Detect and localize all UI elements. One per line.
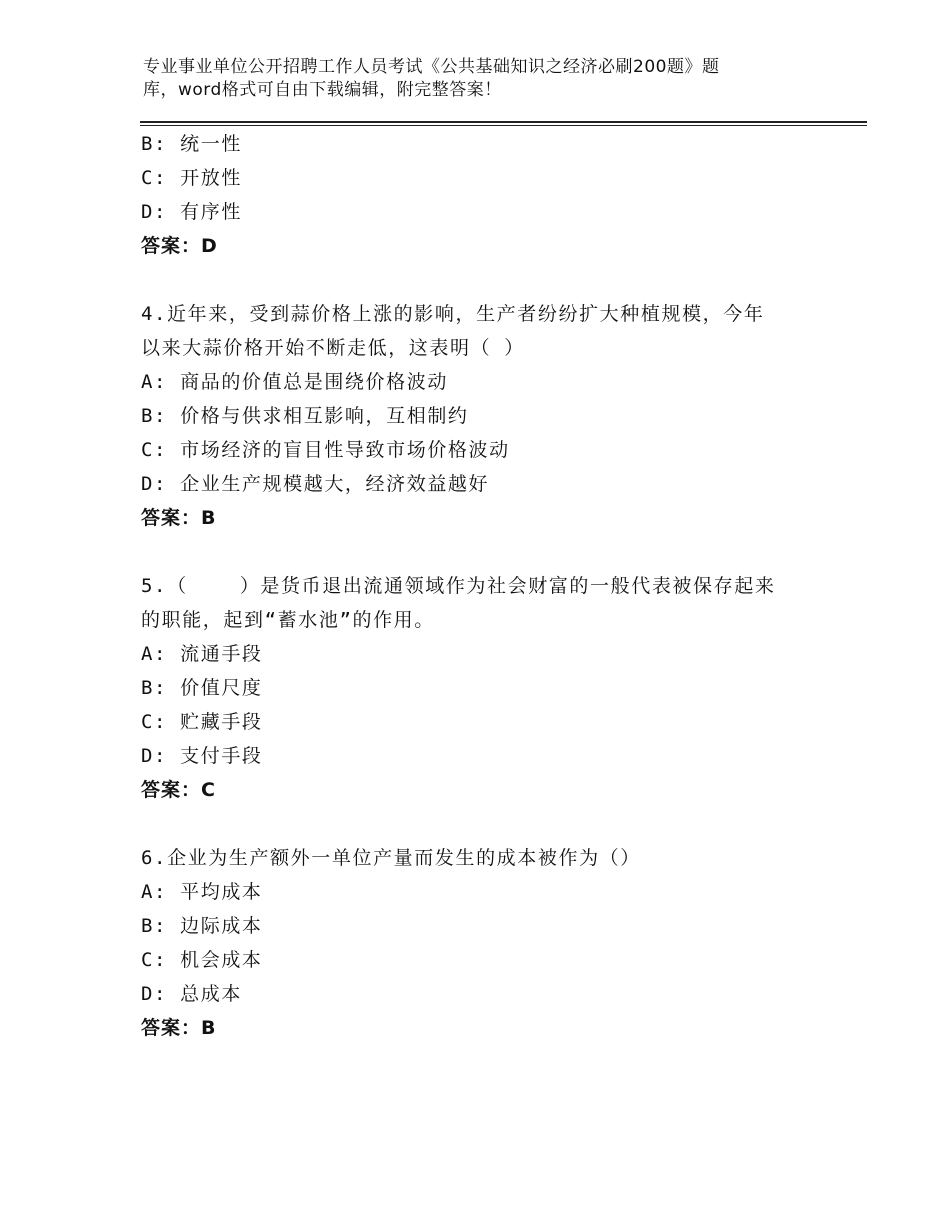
answer: 答案：C — [141, 779, 216, 801]
option-d: D: 有序性 — [141, 201, 242, 223]
option-b: B: 价值尺度 — [141, 677, 263, 699]
answer: 答案：D — [141, 235, 218, 257]
option-d: D: 企业生产规模越大，经济效益越好 — [141, 473, 490, 495]
question-text: 4.近年来，受到蒜价格上涨的影响，生产者纷纷扩大种植规模，今年 — [141, 303, 765, 325]
option-d: D: 支付手段 — [141, 745, 263, 767]
question-5 — [141, 569, 821, 807]
document-header — [143, 56, 793, 102]
option-b: B: 边际成本 — [141, 915, 263, 937]
option-b: B: 统一性 — [141, 133, 242, 155]
option-a: A: 平均成本 — [141, 881, 263, 903]
header-rule-thick — [140, 121, 867, 123]
question-text: 的职能，起到“蓄水池”的作用。 — [141, 609, 435, 631]
option-c: C: 机会成本 — [141, 949, 263, 971]
question-list — [141, 127, 821, 1045]
answer: 答案：B — [141, 507, 217, 529]
header-line-2: 库，word格式可自由下载编辑，附完整答案！ — [143, 80, 502, 100]
question-text: 以来大蒜价格开始不断走低，这表明（ ） — [141, 337, 525, 359]
option-a: A: 商品的价值总是围绕价格波动 — [141, 371, 448, 393]
option-a: A: 流通手段 — [141, 643, 263, 665]
option-d: D: 总成本 — [141, 983, 242, 1005]
question-6 — [141, 841, 821, 1045]
option-c: C: 贮藏手段 — [141, 711, 263, 733]
answer: 答案：B — [141, 1017, 217, 1039]
question-text: 5.（ ）是货币退出流通领域作为社会财富的一般代表被保存起来 — [141, 575, 776, 597]
question-text: 6.企业为生产额外一单位产量而发生的成本被作为（） — [141, 847, 641, 869]
question-fragment — [141, 127, 821, 263]
header-rule-thin — [140, 125, 867, 126]
option-b: B: 价格与供求相互影响，互相制约 — [141, 405, 469, 427]
option-c: C: 市场经济的盲目性导致市场价格波动 — [141, 439, 510, 461]
header-line-1: 专业事业单位公开招聘工作人员考试《公共基础知识之经济必刷200题》题 — [143, 57, 720, 77]
question-4 — [141, 297, 821, 535]
option-c: C: 开放性 — [141, 167, 242, 189]
